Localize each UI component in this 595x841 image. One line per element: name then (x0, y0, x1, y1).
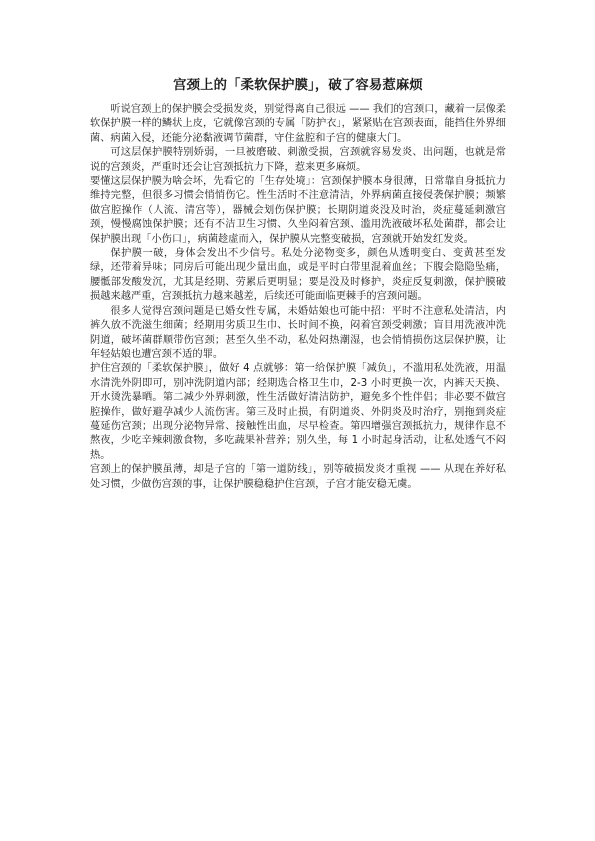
paragraph-conclusion: 宫颈上的保护膜虽薄，却是子宫的「第一道防线」，别等破损发炎才重视 —— 从现在养好私处习惯，少做伤宫颈的事，让保护膜稳稳护住宫颈，子宫才能安稳无虞。 (90, 464, 506, 490)
paragraph-symptoms: 保护膜一破，身体会发出不少信号。私处分泌物变多，颜色从透明变白、变黄甚至发绿，还带着异味；同房后可能出现少量出血，或是平时白带里混着血丝；下腹会隐隐坠痛，腰骶部发酸发沉，尤其是经期、劳累后更明显；要是没及时修护，炎症反复刺激，保护膜破损越来越严重，宫颈抵抗力越来越差，后续还可能面临更棘手的宫颈问题。 (90, 248, 506, 303)
paragraph-unmarried: 很多人觉得宫颈问题是已婚女性专属，未婚姑娘也可能中招：平时不注意私处清洁，内裤久放不洗滋生细菌；经期用劣质卫生巾、长时间不换，闷着宫颈受刺激；盲目用洗液冲洗阴道，破坏菌群顺带伤宫颈；甚至久坐不动，私处闷热潮湿，也会悄悄损伤这层保护膜，让年轻姑娘也遭宫颈不适的罪。 (90, 305, 506, 360)
paragraph-causes: 要懂这层保护膜为啥会坏，先看它的「生存处境」：宫颈保护膜本身很薄，日常靠自身抵抗力维持完整，但很多习惯会悄悄伤它。性生活时不注意清洁，外界病菌直接侵袭保护膜；频繁做宫腔操作（人流、清宫等），器械会划伤保护膜；长期阴道炎没及时治，炎症蔓延刺激宫颈，慢慢腐蚀保护膜；还有不洁卫生习惯、久坐闷着宫颈、滥用洗液破坏私处菌群，都会让保护膜出现「小伤口」，病菌趁虚而入，保护膜从完整变破损，宫颈就开始发红发炎。 (90, 176, 506, 245)
document-title: 宫颈上的「柔软保护膜」，破了容易惹麻烦 (173, 78, 423, 93)
paragraph-fragility: 可这层保护膜特别娇弱，一旦被磨破、刺激受损，宫颈就容易发炎、出问题，也就是常说的宫颈炎，严重时还会让宫颈抵抗力下降，惹来更多麻烦。 (90, 147, 506, 173)
paragraph-protection-tips: 护住宫颈的「柔软保护膜」，做好 4 点就够：第一给保护膜「减负」，不滥用私处洗液，用温水清洗外阴即可，别冲洗阴道内部；经期选合格卫生巾，2-3 小时更换一次，内裤天天换、开水烫洗暴晒。第二减少外界刺激，性生活做好清洁防护，避免多个性伴侣；非必要不做宫腔操作，做好避孕减少人流伤害。第三及时止损，有阴道炎、外阴炎及时治疗，别拖到炎症蔓延伤宫颈；出现分泌物异常、接触性出血，尽早检查。第四增强宫颈抵抗力，规律作息不熬夜，少吃辛辣刺激食物，多吃蔬果补营养；别久坐，每 1 小时起身活动，让私处透气不闷热。 (90, 363, 506, 461)
document-body (90, 103, 506, 492)
paragraph-intro: 听说宫颈上的保护膜会受损发炎，别觉得离自己很远 —— 我们的宫颈口，藏着一层像柔软保护膜一样的鳞状上皮，它就像宫颈的专属「防护衣」，紧紧贴在宫颈表面，能挡住外界细菌、病菌入侵，还能分泌黏液调节菌群，守住盆腔和子宫的健康大门。 (90, 104, 506, 144)
